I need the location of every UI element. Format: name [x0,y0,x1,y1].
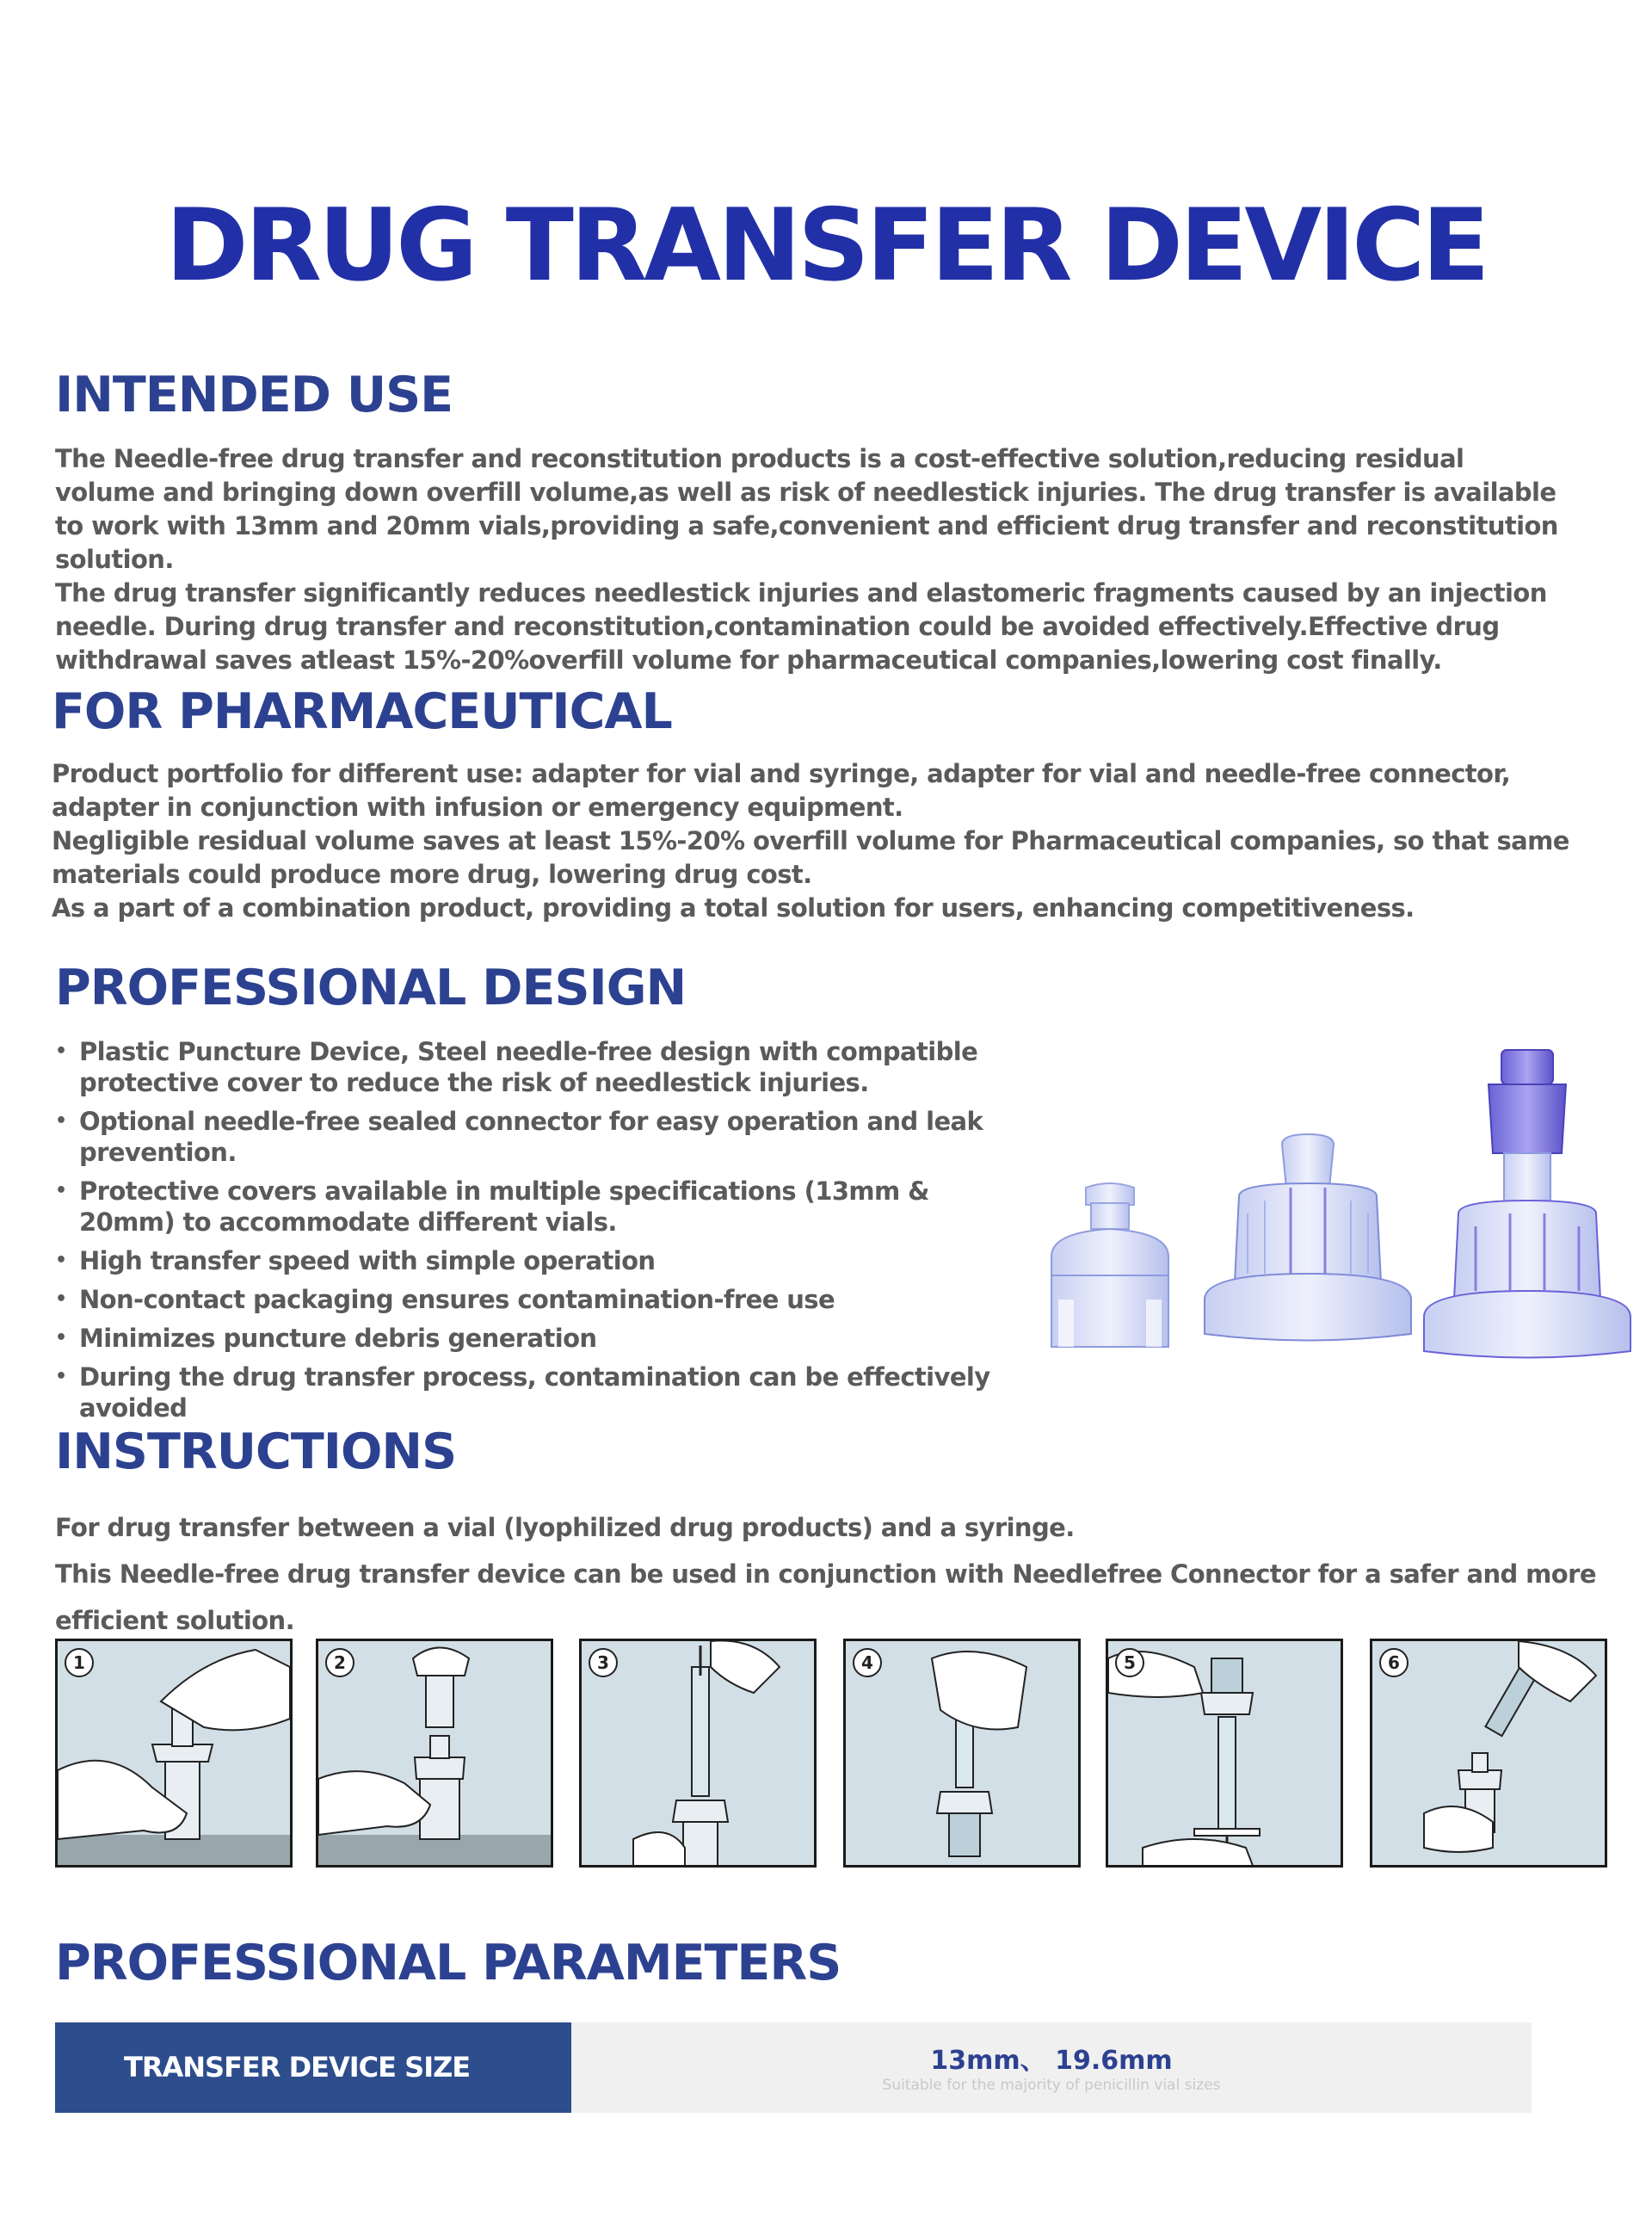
design-feature-item: • During the drug transfer process, contamination can be effectively avoided [55,1361,1027,1423]
step-number: 1 [65,1648,94,1677]
instruction-step-4 [843,1639,1081,1868]
design-feature-item: • Protective covers available in multiple specifications (13mm & 20mm) to accommodate different vials. [55,1176,1027,1238]
adapter-medium [1205,1134,1411,1341]
instructions-text [55,1504,1621,1644]
product-image [1032,1041,1635,1377]
adapter-with-connector [1424,1050,1630,1358]
instruction-step-6 [1370,1639,1607,1868]
step-illustration [1108,1641,1343,1868]
design-feature-item: • Plastic Puncture Device, Steel needle-free design with compatible protective cover to reduce the risk of needlestick injuries. [55,1036,1027,1098]
step-number: 3 [589,1648,618,1677]
step-illustration [318,1641,553,1868]
instruction-step-5 [1106,1639,1343,1868]
parameter-note: Suitable for the majority of penicillin vial sizes [882,2077,1221,2094]
instruction-step-1 [55,1639,293,1868]
instruction-step-2 [316,1639,553,1868]
step-illustration [1372,1641,1607,1868]
for-pharmaceutical-text [52,757,1583,925]
intended-use-heading: INTENDED USE [55,367,453,423]
instruction-step-3 [579,1639,817,1868]
design-feature-item: • Non-contact packaging ensures contamination-free use [55,1284,1027,1315]
step-illustration [582,1641,817,1868]
parameter-value-cell [571,2022,1532,2113]
step-illustration [846,1641,1081,1868]
step-illustration [58,1641,293,1868]
pharmaceutical-paragraph: Product portfolio for different use: adapter for vial and syringe, adapter for vial and needle-free connector, adapter in conjunction with infusion or emergency equipment. [52,759,1511,822]
instructions-line: For drug transfer between a vial (lyophilized drug products) and a syringe. [55,1513,1075,1542]
pharmaceutical-paragraph: As a part of a combination product, providing a total solution for users, enhancing competitiveness. [52,893,1415,923]
intended-use-text [55,442,1569,677]
professional-parameters-heading: PROFESSIONAL PARAMETERS [55,1935,841,1991]
design-feature-item: • High transfer speed with simple operation [55,1245,1027,1276]
parameter-label: TRANSFER DEVICE SIZE [55,2022,571,2113]
instructions-heading: INSTRUCTIONS [55,1423,457,1480]
step-number: 5 [1115,1648,1144,1677]
page-title: DRUG TRANSFER DEVICE [165,188,1487,304]
step-number: 2 [325,1648,354,1677]
adapter-small [1051,1183,1168,1347]
design-feature-list [55,1036,1027,1431]
pharmaceutical-paragraph: Negligible residual volume saves at least 15%-20% overfill volume for Pharmaceutical companies, so that same materials could produce more drug, lowering drug cost. [52,826,1569,889]
parameter-row [55,2022,1532,2113]
professional-design-heading: PROFESSIONAL DESIGN [55,960,687,1016]
intended-use-paragraph: The Needle-free drug transfer and reconstitution products is a cost-effective solution,reducing residual volume and bringing down overfill volume,as well as risk of needlestick injuries. The drug transfer is available to work with 13mm and 20mm vials,providing a safe,convenient and efficient drug transfer and reconstitution solution. [55,444,1558,574]
design-feature-item: • Optional needle-free sealed connector for easy operation and leak prevention. [55,1106,1027,1168]
for-pharmaceutical-heading: FOR PHARMACEUTICAL [52,683,672,740]
step-number: 4 [853,1648,882,1677]
intended-use-paragraph: The drug transfer significantly reduces needlestick injuries and elastomeric fragments caused by an injection needle. During drug transfer and reconstitution,contamination could be avoided effectively.Effective drug withdrawal saves atleast 15%-20%overfill volume for pharmaceutical companies,lowering cost finally. [55,578,1547,675]
parameter-value: 13mm、 19.6mm [930,2046,1173,2076]
design-feature-item: • Minimizes puncture debris generation [55,1323,1027,1354]
step-number: 6 [1379,1648,1409,1677]
instructions-line: This Needle-free drug transfer device can be used in conjunction with Needlefree Connector for a safer and more efficient solution. [55,1559,1596,1635]
